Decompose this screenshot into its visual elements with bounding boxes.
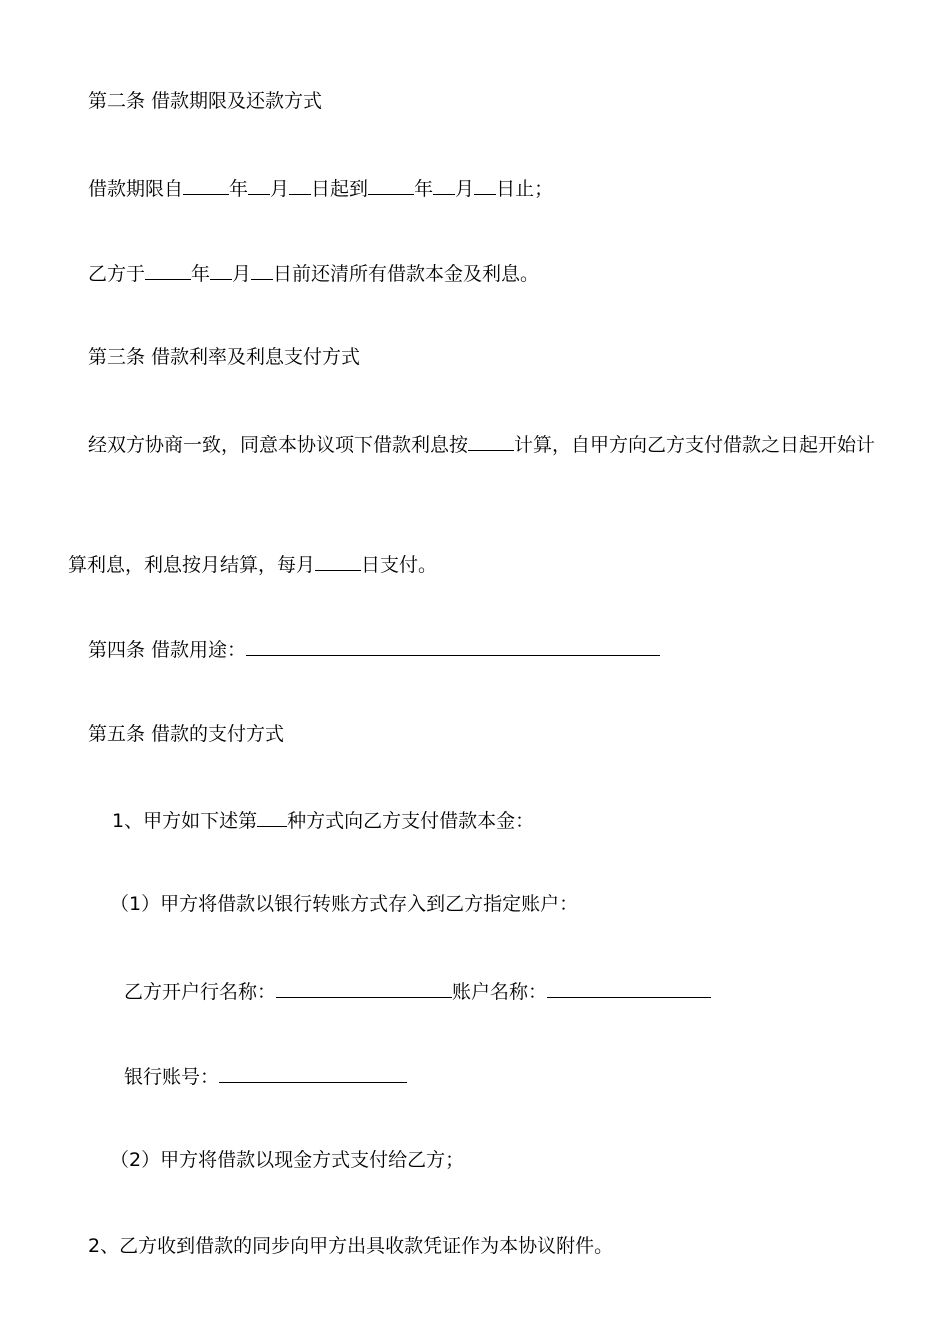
article-5-title: 第五条 借款的支付方式 xyxy=(88,723,285,745)
interest-rate-blank xyxy=(468,430,514,451)
repay-day-blank xyxy=(251,259,273,280)
article-3-interest-p2: 算利息，利息按月结算，每月 日支付。 xyxy=(68,550,437,576)
end-year-blank xyxy=(368,174,414,195)
account-number-line: 银行账号： xyxy=(124,1062,407,1088)
article-2-title: 第二条 借款期限及还款方式 xyxy=(88,90,323,112)
repay-month-blank xyxy=(210,259,232,280)
account-number-blank xyxy=(219,1062,407,1083)
article-3-title: 第三条 借款利率及利息支付方式 xyxy=(88,346,361,368)
article-2-repayment: 乙方于 年 月 日前还清所有借款本金及利息。 xyxy=(88,259,539,285)
bank-name-blank xyxy=(276,977,452,998)
article-3-interest-p1: 经双方协商一致，同意本协议项下借款利息按 计算，自甲方向乙方支付借款之日起开始计 xyxy=(88,430,875,456)
end-day-blank xyxy=(474,174,496,195)
article-2-loan-term: 借款期限自 年 月 日起到 年 月 日止； xyxy=(88,174,553,200)
start-day-blank xyxy=(289,174,311,195)
bank-info-line: 乙方开户行名称： 账户名称： xyxy=(124,977,711,1003)
start-year-blank xyxy=(183,174,229,195)
loan-purpose-blank xyxy=(246,635,660,656)
article-5-item-1: 1、甲方如下述第 种方式向乙方支付借款本金： xyxy=(112,806,534,832)
end-month-blank xyxy=(433,174,455,195)
article-5-item-2: 2、乙方收到借款的同步向甲方出具收款凭证作为本协议附件。 xyxy=(88,1235,614,1257)
article-5-item-1-2: （2）甲方将借款以现金方式支付给乙方； xyxy=(110,1149,465,1171)
payment-day-blank xyxy=(315,550,361,571)
repay-year-blank xyxy=(145,259,191,280)
start-month-blank xyxy=(248,174,270,195)
article-4-title: 第四条 借款用途： xyxy=(88,635,660,661)
article-5-item-1-1: （1）甲方将借款以银行转账方式存入到乙方指定账户： xyxy=(110,893,579,915)
account-name-blank xyxy=(547,977,711,998)
method-number-blank xyxy=(257,806,287,827)
